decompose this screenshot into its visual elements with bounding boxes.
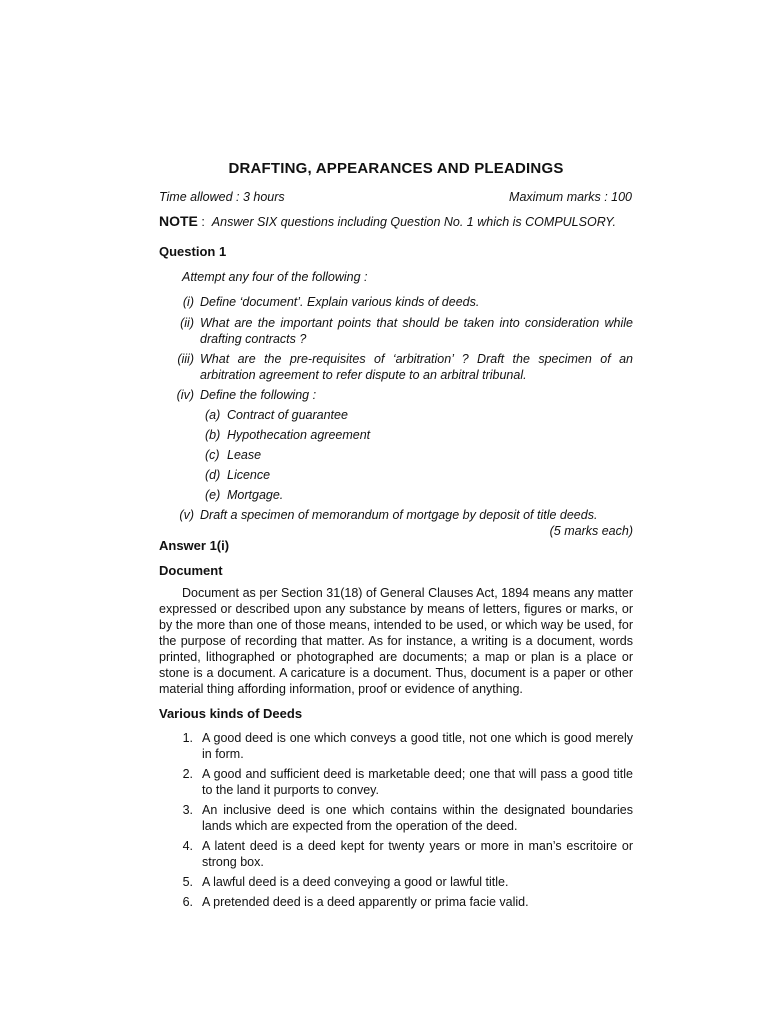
sub-item-list (205, 407, 633, 503)
deed-number: 4. (182, 839, 193, 853)
document-paragraph: Document as per Section 31(18) of General Clauses Act, 1894 means any matter expressed or described upon any substance by means of letters, figures or marks, or by the more than one of those means, intended to be used, or which way be used, for the purpose of recording that matter. As for instance, a writing is a document, words printed, lithographed or photographed are documents; a map or plan is a place or stone is a document. A caricature is a document. Thus, document is a paper or other material thing affording information, proof or evidence of anything. (159, 586, 633, 696)
question-text: Define the following : (200, 388, 317, 402)
question-number: (iv) (176, 388, 194, 402)
sub-item-letter: (e) (205, 488, 221, 502)
sub-item (205, 447, 633, 463)
marks-each: (5 marks each) (549, 524, 633, 538)
deed-number: 5. (182, 875, 193, 889)
maximum-marks: Maximum marks : 100 (509, 190, 632, 204)
sub-item-letter: (c) (205, 448, 220, 462)
sub-item-text: Lease (227, 448, 262, 462)
deeds-list (148, 730, 633, 910)
note-label: NOTE (159, 213, 198, 229)
question-list (148, 294, 633, 539)
deed-text: An inclusive deed is one which contains within the designated boundaries lands which are expected from the operation of the deed. (202, 803, 633, 833)
sub-item (205, 467, 633, 483)
sub-item (205, 487, 633, 503)
question-text: What are the important points that should be taken into consideration while drafting contracts ? (200, 316, 633, 346)
page-title: DRAFTING, APPEARANCES AND PLEADINGS (228, 160, 564, 177)
question-item (148, 315, 633, 347)
sub-item-text: Contract of guarantee (227, 408, 348, 422)
deed-text: A lawful deed is a deed conveying a good or lawful title. (202, 875, 509, 889)
deed-number: 3. (182, 803, 193, 817)
question-number: (v) (179, 508, 194, 522)
question-text: Define ‘document’. Explain various kinds of deeds. (200, 295, 480, 309)
note-text: Answer SIX questions including Question No. 1 which is COMPULSORY. (211, 215, 616, 229)
deed-text: A good deed is one which conveys a good title, not one which is good merely in form. (202, 731, 633, 761)
deed-item (148, 894, 633, 910)
sub-item-letter: (a) (205, 408, 221, 422)
question-item (148, 387, 633, 403)
instruction: Attempt any four of the following : (182, 270, 368, 284)
deed-item (148, 838, 633, 870)
sub-item-text: Licence (227, 468, 271, 482)
question-text: Draft a specimen of memorandum of mortgage by deposit of title deeds. (200, 508, 598, 522)
answer-heading: Answer 1(i) (159, 538, 230, 553)
deed-item (148, 874, 633, 890)
question-text: What are the pre-requisites of ‘arbitration’ ? Draft the specimen of an arbitration agreement to refer dispute to an arbitral tribunal. (200, 352, 633, 382)
question-item (148, 294, 633, 310)
deed-item (148, 730, 633, 762)
deed-text: A good and sufficient deed is marketable deed; one that will pass a good title to the land it purports to convey. (202, 767, 633, 797)
sub-item (205, 407, 633, 423)
question-item (148, 507, 633, 523)
deed-item (148, 766, 633, 798)
question-number: (ii) (180, 316, 194, 330)
deed-number: 6. (182, 895, 193, 909)
deed-text: A pretended deed is a deed apparently or prima facie valid. (202, 895, 529, 909)
question-number: (iii) (177, 352, 194, 366)
deed-number: 2. (182, 767, 193, 781)
question-item (148, 351, 633, 383)
sub-item (205, 427, 633, 443)
deed-number: 1. (182, 731, 193, 745)
sub-item-text: Hypothecation agreement (227, 428, 371, 442)
deed-item (148, 802, 633, 834)
question-heading: Question 1 (159, 244, 227, 259)
deeds-heading: Various kinds of Deeds (159, 706, 303, 721)
document-heading: Document (159, 563, 223, 578)
question-number: (i) (182, 295, 194, 309)
sub-item-letter: (d) (205, 468, 221, 482)
note-line: NOTE : Answer SIX questions including Question No. 1 which is COMPULSORY. (159, 213, 616, 229)
deed-text: A latent deed is a deed kept for twenty years or more in man’s escritoire or strong box. (202, 839, 633, 869)
sub-item-letter: (b) (205, 428, 221, 442)
sub-item-text: Mortgage. (227, 488, 284, 502)
time-allowed: Time allowed : 3 hours (159, 190, 285, 204)
